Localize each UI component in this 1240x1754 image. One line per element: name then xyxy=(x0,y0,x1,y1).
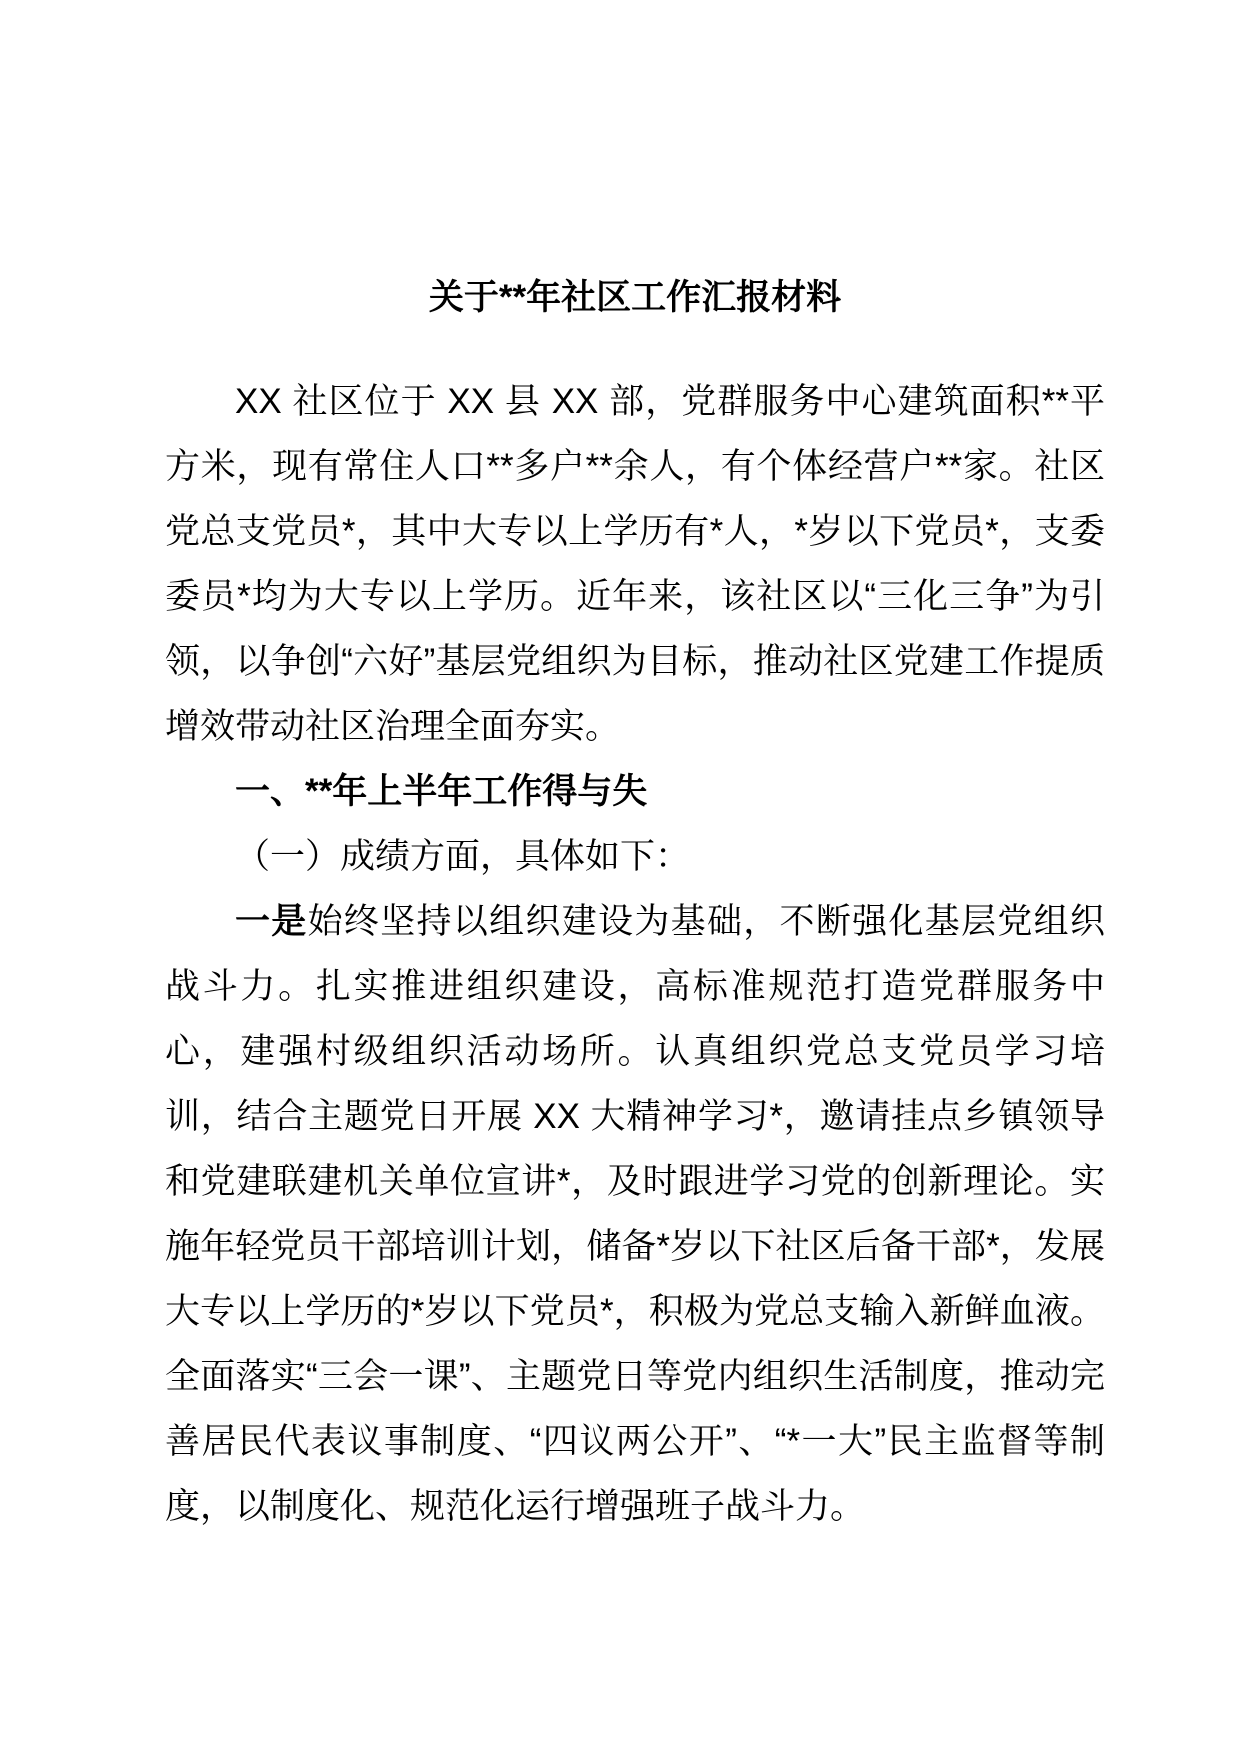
document-body xyxy=(165,265,1105,1539)
paragraph-lead: 一是 xyxy=(235,902,308,941)
achievements-paragraph xyxy=(165,889,1105,1539)
intro-paragraph: XX 社区位于 XX 县 XX 部，党群服务中心建筑面积**平方米，现有常住人口**多户**余人，有个体经营户**家。社区党总支党员*，其中大专以上学历有*人，*岁以下党员*，支委委员*均为大专以上学历。近年来，该社区以“三化三争”为引领，以争创“六好”基层党组织为目标，推动社区党建工作提质增效带动社区治理全面夯实。 xyxy=(165,382,1105,746)
paragraph-text: 始终坚持以组织建设为基础，不断强化基层党组织战斗力。扎实推进组织建设，高标准规范打造党群服务中心，建强村级组织活动场所。认真组织党总支党员学习培训，结合主题党日开展 XX 大精神学习*，邀请挂点乡镇领导和党建联建机关单位宣讲*，及时跟进学习党的创新理论。实施年轻党员干部培训计划，储备*岁以下社区后备干部*，发展大专以上学历的*岁以下党员*，积极为党总支输入新鲜血液。全面落实“三会一课”、主题党日等党内组织生活制度，推动完善居民代表议事制度、“四议两公开”、“*一大”民主监督等制度，以制度化、规范化运行增强班子战斗力。 xyxy=(165,902,1105,1526)
document-title: 关于**年社区工作汇报材料 xyxy=(428,278,842,317)
section-heading: 一、**年上半年工作得与失 xyxy=(235,772,648,811)
subsection-label: （一）成绩方面，具体如下： xyxy=(235,837,691,876)
